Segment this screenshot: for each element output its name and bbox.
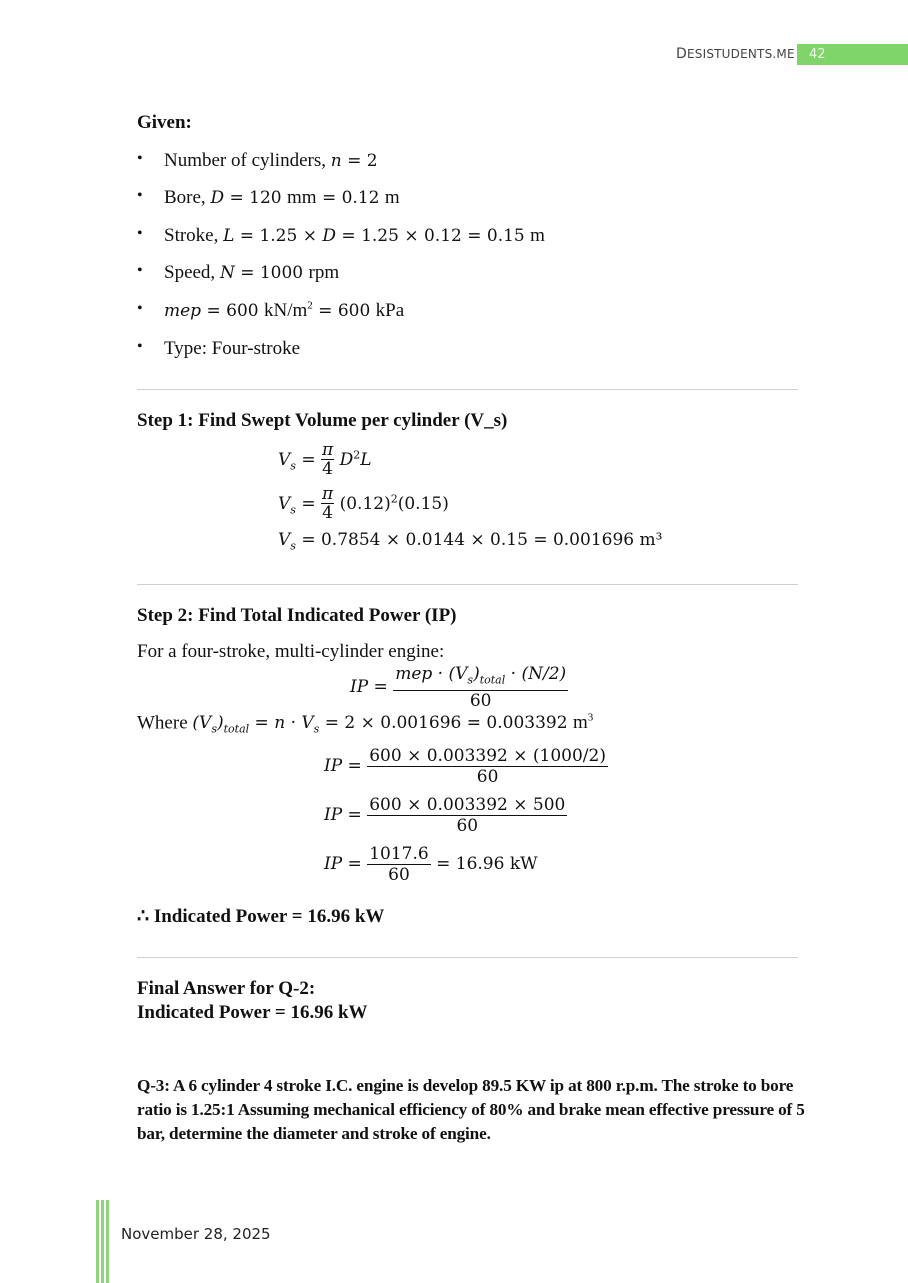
footer-bar (101, 1200, 104, 1283)
calc3-numerator: 1017.6 (369, 844, 429, 864)
section-divider (137, 957, 798, 958)
footer-bar (106, 1200, 109, 1283)
step2-intro: For a four-stroke, multi-cylinder engine: (137, 641, 445, 662)
footer-bar (96, 1200, 99, 1283)
item-math: L = 1.25 × D = 1.25 × 0.12 = 0.15 m (223, 225, 545, 246)
question-3-text: Q-3: A 6 cylinder 4 stroke I.C. engine is develop 89.5 KW ip at 800 r.p.m. The stroke to bore ratio is 1.25:1 Assuming mechanical efficiency of 80% and brake mean effective pressure of 5 bar, determine the diameter and stroke of engine. (137, 1076, 805, 1143)
equation-vs-substituted: $V_s$ = $\frac{\pi}{4}$ $(0.12)^2(0.15)$ (278, 484, 449, 523)
equation-ip-calc3: IP = $\frac{1017.6}{60}$ = 16.96 kW (324, 844, 538, 885)
equation-vs-result: $V_s = 0.7854 \times 0.0144 \times 0.15 = 0.001696$ m³ (278, 530, 663, 553)
calc1-numerator: 600 × 0.003392 × (1000/2) (369, 746, 606, 766)
item-math: n = 2 (330, 151, 378, 171)
bullet-icon: • (137, 187, 143, 204)
item-math: D = 120 mm = 0.12 m (210, 187, 400, 208)
step2-heading: Step 2: Find Total Indicated Power (IP) (137, 605, 457, 626)
site-name (676, 46, 795, 62)
equation-vs-formula: $V_s$ = $\frac{\pi}{4}$ $D^2L$ (278, 440, 372, 479)
where-label: Where (137, 712, 193, 734)
final-answer-heading: Final Answer for Q-2: (137, 978, 316, 999)
calc3-result: = 16.96 kW (436, 854, 538, 874)
four: 4 (322, 459, 333, 479)
ip-conclusion: ∴ Indicated Power = 16.96 kW (137, 906, 385, 927)
calc3-denominator: 60 (388, 865, 410, 885)
bullet-icon: • (137, 300, 143, 317)
item-math: mep = 600 $kN/m^2 = 600$ kPa (164, 300, 405, 322)
final-answer-value: Indicated Power = 16.96 kW (137, 1002, 368, 1023)
item-label: Type: Four-stroke (164, 338, 301, 359)
section-divider (137, 584, 798, 585)
bullet-icon: • (137, 262, 143, 279)
item-label: Stroke, (164, 225, 224, 246)
item-math: N = 1000 rpm (219, 262, 340, 283)
bullet-icon: • (137, 338, 143, 355)
given-heading: Given: (137, 112, 192, 133)
footer-decoration-bars (96, 1200, 108, 1283)
vs-result-text: = 0.7854 × 0.0144 × 0.15 = 0.001696 m³ (301, 530, 663, 550)
step1-heading: Step 1: Find Swept Volume per cylinder (V_s) (137, 410, 508, 431)
item-label: Bore, (164, 187, 211, 208)
site-name-initial: D (676, 46, 687, 62)
equation-ip-calc2: IP = $\frac{600 \times 0.003392 \times 500}{60}$ (324, 795, 566, 836)
where-line: Where $(V_s)_{total} = n \cdot V_s = 2 \times 0.001696 = 0.003392$ $m^3$ (137, 712, 594, 736)
item-label: Speed, (164, 262, 220, 283)
calc2-numerator: 600 × 0.003392 × 500 (369, 795, 566, 815)
footer-date: November 28, 2025 (121, 1225, 271, 1243)
equation-ip-formula: IP = $\frac{mep \cdot (V_s)_{total} \cdot (N/2)}{60}$ (350, 664, 567, 712)
calc1-denominator: 60 (476, 767, 499, 787)
formula-denominator: 60 (469, 691, 492, 712)
bullet-icon: • (137, 150, 143, 167)
bullet-icon: • (137, 225, 143, 242)
calc2-denominator: 60 (456, 816, 479, 836)
site-name-rest: ESISTUDENTS.ME (686, 47, 795, 61)
equation-ip-calc1: IP = $\frac{600 \times 0.003392 \times (1000/2)}{60}$ (324, 746, 606, 787)
section-divider (137, 389, 798, 390)
item-label: Number of cylinders, (164, 150, 331, 171)
pi-symbol: π (322, 440, 334, 460)
page-number-badge: 42 (797, 44, 908, 65)
